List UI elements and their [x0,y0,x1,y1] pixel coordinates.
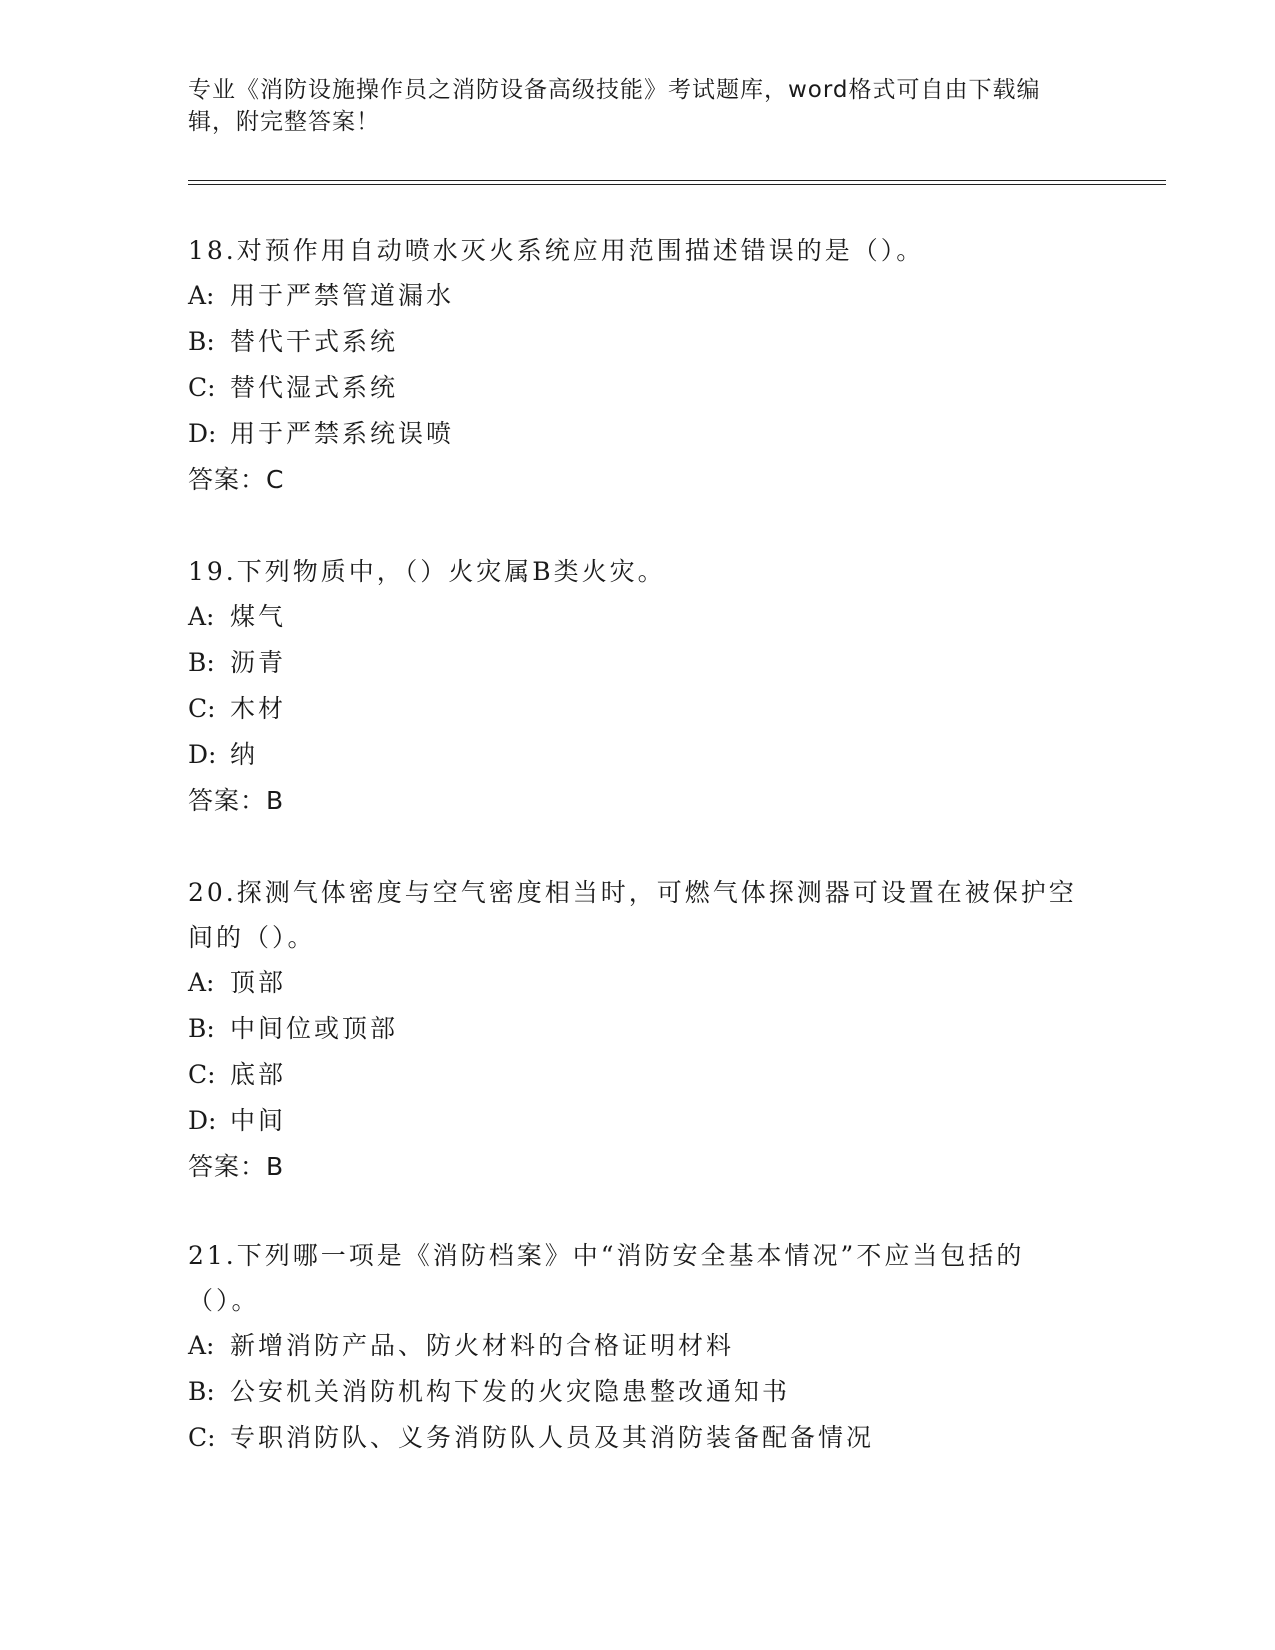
option-key: A: [188,968,215,997]
option-key: B: [188,1014,215,1043]
option-c [188,1415,1088,1461]
option-key: C: [188,373,216,402]
option-a [188,594,1088,640]
option-text: 替代干式系统 [230,327,399,356]
option-c [188,1052,1088,1098]
option-text: 新增消防产品、防火材料的合格证明材料 [230,1331,735,1360]
option-text: 底部 [230,1060,287,1089]
option-d [188,732,1088,778]
question-text: 20.探测气体密度与空气密度相当时，可燃气体探测器可设置在被保护空间的（）。 [188,878,1077,952]
question-20 [188,870,1088,1190]
option-key: B: [188,648,215,677]
option-a [188,960,1088,1006]
option-key: A: [188,281,215,310]
header-divider-top [188,180,1166,181]
option-key: C: [188,1060,216,1089]
option-text: 用于严禁系统误喷 [230,419,455,448]
option-a [188,273,1088,319]
option-key: D: [188,419,217,448]
document-header: 专业《消防设施操作员之消防设备高级技能》考试题库，word格式可自由下载编辑，附完整答案！ [188,77,1041,135]
option-key: A: [188,602,215,631]
answer: 答案：C [188,465,285,494]
option-b [188,640,1088,686]
option-b [188,1369,1088,1415]
option-key: D: [188,1106,217,1135]
option-c [188,686,1088,732]
question-21 [188,1233,1088,1461]
header-divider-bottom [188,184,1166,185]
question-text: 18.对预作用自动喷水灭火系统应用范围描述错误的是（）。 [188,236,925,265]
question-19 [188,549,1088,824]
option-text: 公安机关消防机构下发的火灾隐患整改通知书 [230,1377,791,1406]
option-key: B: [188,327,215,356]
option-text: 煤气 [230,602,287,631]
question-text: 19.下列物质中，（）火灾属B类火灾。 [188,557,666,586]
option-text: 顶部 [230,968,287,997]
option-b [188,319,1088,365]
option-key: C: [188,1423,216,1452]
option-a [188,1323,1088,1369]
option-text: 纳 [230,740,259,769]
option-d [188,1098,1088,1144]
option-text: 中间位或顶部 [230,1014,399,1043]
option-text: 用于严禁管道漏水 [230,281,455,310]
option-text: 替代湿式系统 [230,373,399,402]
question-18 [188,228,1088,503]
option-key: D: [188,740,217,769]
answer: 答案：B [188,1152,285,1181]
option-d [188,411,1088,457]
option-text: 中间 [230,1106,287,1135]
option-b [188,1006,1088,1052]
answer: 答案：B [188,786,285,815]
option-key: A: [188,1331,215,1360]
option-key: B: [188,1377,215,1406]
option-text: 沥青 [230,648,287,677]
question-text: 21.下列哪一项是《消防档案》中“消防安全基本情况”不应当包括的（）。 [188,1241,1025,1315]
option-text: 木材 [230,694,287,723]
option-c [188,365,1088,411]
option-text: 专职消防队、义务消防队人员及其消防装备配备情况 [230,1423,875,1452]
option-key: C: [188,694,216,723]
